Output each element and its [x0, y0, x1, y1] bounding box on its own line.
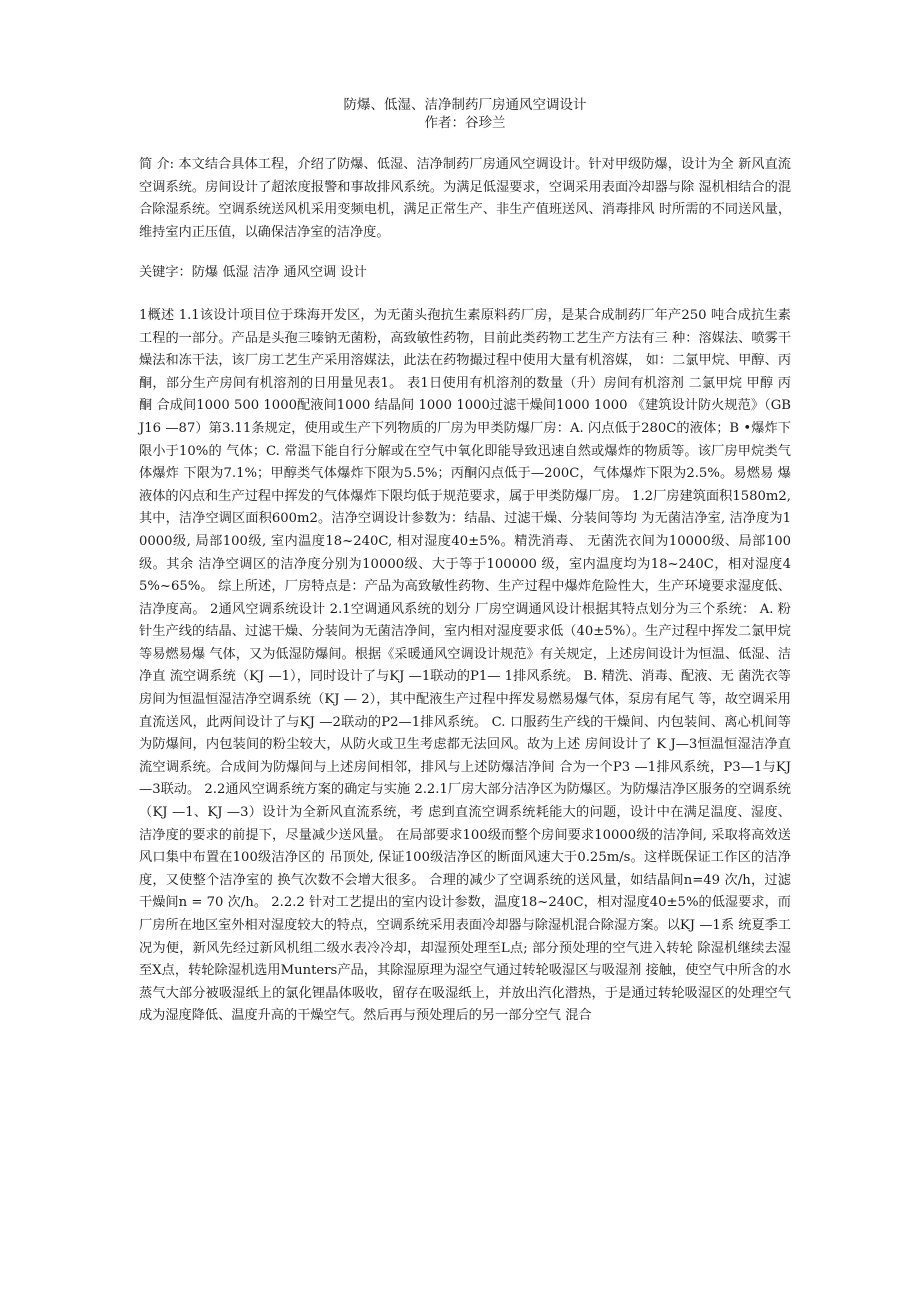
keywords-line: 关键字：防爆 低湿 洁净 通风空调 设计 [139, 265, 367, 281]
document-title: 防爆、低湿、洁净制药厂房通风空调设计 [343, 97, 587, 113]
abstract-paragraph: 简 介: 本文结合具体工程，介绍了防爆、低湿、洁净制药厂房通风空调设计。针对甲级防爆，设计为全 新风直流空调系统。房间设计了超浓度报警和事故排风系统。为满足低湿要求，空调采用表面冷却器与除 湿机相结合的混合除湿系统。空调系统送风机采用变频电机，满足正常生产、非生产值班送风、消毒排风 时所需的不同送风量，维持室内正压值，以确保洁净室的洁净度。 [139, 157, 791, 240]
document-page [139, 96, 791, 1028]
body-text: 1概述 1.1该设计项目位于珠海开发区，为无菌头孢抗生素原料药厂房，是某合成制药厂年产250 吨合成抗生素工程的一部分。产品是头孢三嗪钠无菌粉，高致敏性药物，目前此类药物工艺生产方法有三 种：溶媒法、喷雾干燥法和冻干法，该厂房工艺生产采用溶媒法，此法在药物撮过程中使用大量有机溶媒， 如：二氯甲烷、甲醇、丙酮，部分生产房间有机溶剂的日用量见表1。 表1日使用有机溶剂的数量（升）房间有机溶剂 二氯甲烷 甲醇 丙酮 合成间1000 500 1000配液间1000 结晶间 1000 1000过滤干燥间1000 1000 《建筑设计防火规范》（GBJ16 —87）第3.11条规定，使用或生产下列物质的厂房为甲类防爆厂房：A. 闪点低于280C的液体；B •爆炸下限小于10%的 气体；C. 常温下能自行分解或在空气中氧化即能导致迅速自然或爆炸的物质等。该厂房甲烷类气体爆炸 下限为7.1%；甲醇类气体爆炸下限为5.5%；丙酮闪点低于—200C，气体爆炸下限为2.5%。易燃易 爆液体的闪点和生产过程中挥发的气体爆炸下限均低于规范要求，属于甲类防爆厂房。 1.2厂房建筑面积1580m2, 其中，洁净空调区面积600m2。洁净空调设计参数为：结晶、过滤干燥、分装间等均 为无菌洁净室, 洁净度为10000级, 局部100级, 室内温度18~240C, 相对湿度40±5%。精洗消毒、 无菌洗衣间为10000级、局部100级。其余 洁净空调区的洁净度分别为10000级、大于等于100000 级，室内温度均为18~240C，相对湿度45%~65%。 综上所述，厂房特点是：产品为高致敏性药物、生产过程中爆炸危险性大，生产环境要求湿度低、洁净度高。 2通风空调系统设计 2.1空调通风系统的划分 厂房空调通风设计根据其特点划分为三个系统： A. 粉针生产线的结晶、过滤干燥、分装间为无菌洁净间，室内相对湿度要求低（40±5%）。生产过程中挥发二氯甲烷等易燃易爆 气体，又为低湿防爆间。根据《采暖通风空调设计规范》有关规定，上述房间设计为恒温、低湿、洁净直 流空调系统（KJ —1），同时设计了与KJ —1联动的P1— 1排风系统。 B. 精洗、消毒、配液、无 菌洗衣等房间为恒温恒湿洁净空调系统（KJ — 2），其中配液生产过程中挥发易燃易爆气体，泵房有尾气 等，故空调采用直流送风，此两间设计了与KJ —2联动的P2—1排风系统。 C. 口服药生产线的干燥间、内包装间、离心机间等为防爆间，内包装间的粉尘较大，从防火或卫生考虑都无法回风。故为上述 房间设计了 K J—3恒温恒湿洁净直流空调系统。合成间为防爆间与上述房间相邻，排风与上述防爆洁净间 合为一个P3 —1排风系统，P3—1与KJ —3联动。 2.2通风空调系统方案的确定与实施 2.2.1厂房大部分洁净区为防爆区。为防爆洁净区服务的空调系统（KJ —1、KJ —3）设计为全新风直流系统，考 虑到直流空调系统耗能大的问题，设计中在满足温度、湿度、洁净度的要求的前提下，尽量减少送风量。 在局部要求100级而整个房间要求10000级的洁净间, 采取将高效送风口集中布置在100级洁净区的 吊顶处, 保证100级洁净区的断面风速大于0.25m/s。这样既保证工作区的洁净度，又使整个洁净室的 换气次数不会增大很多。 合理的减少了空调系统的送风量，如结晶间n=49 次/h，过滤干燥间n = 70 次/h。 2.2.2 针对工艺提出的室内设计参数，温度18~240C，相对湿度40±5%的低湿要求，而厂房所在地区室外相对湿度较大的特点，空调系统采用表面冷却器与除湿机混合除湿方案。以KJ —1系 统夏季工况为便，新风先经过新风机组二级水表冷冷却，却湿预处理至L点; 部分预处理的空气进入转轮 除湿机继续去湿至X点，转轮除湿机选用Munters产品，其除湿原理为湿空气通过转轮吸湿区与吸湿剂 接触，使空气中所含的水蒸气大部分被吸湿纸上的氯化锂晶体吸收，留存在吸湿纸上，并放出汽化潜热，于是通过转轮吸湿区的处理空气成为湿度降低、温度升高的干燥空气。然后再与预处理后的另一部分空气 混合 [139, 307, 791, 1024]
document-author: 作者：谷珍兰 [424, 115, 506, 131]
spacer [139, 285, 791, 305]
spacer [139, 244, 791, 262]
